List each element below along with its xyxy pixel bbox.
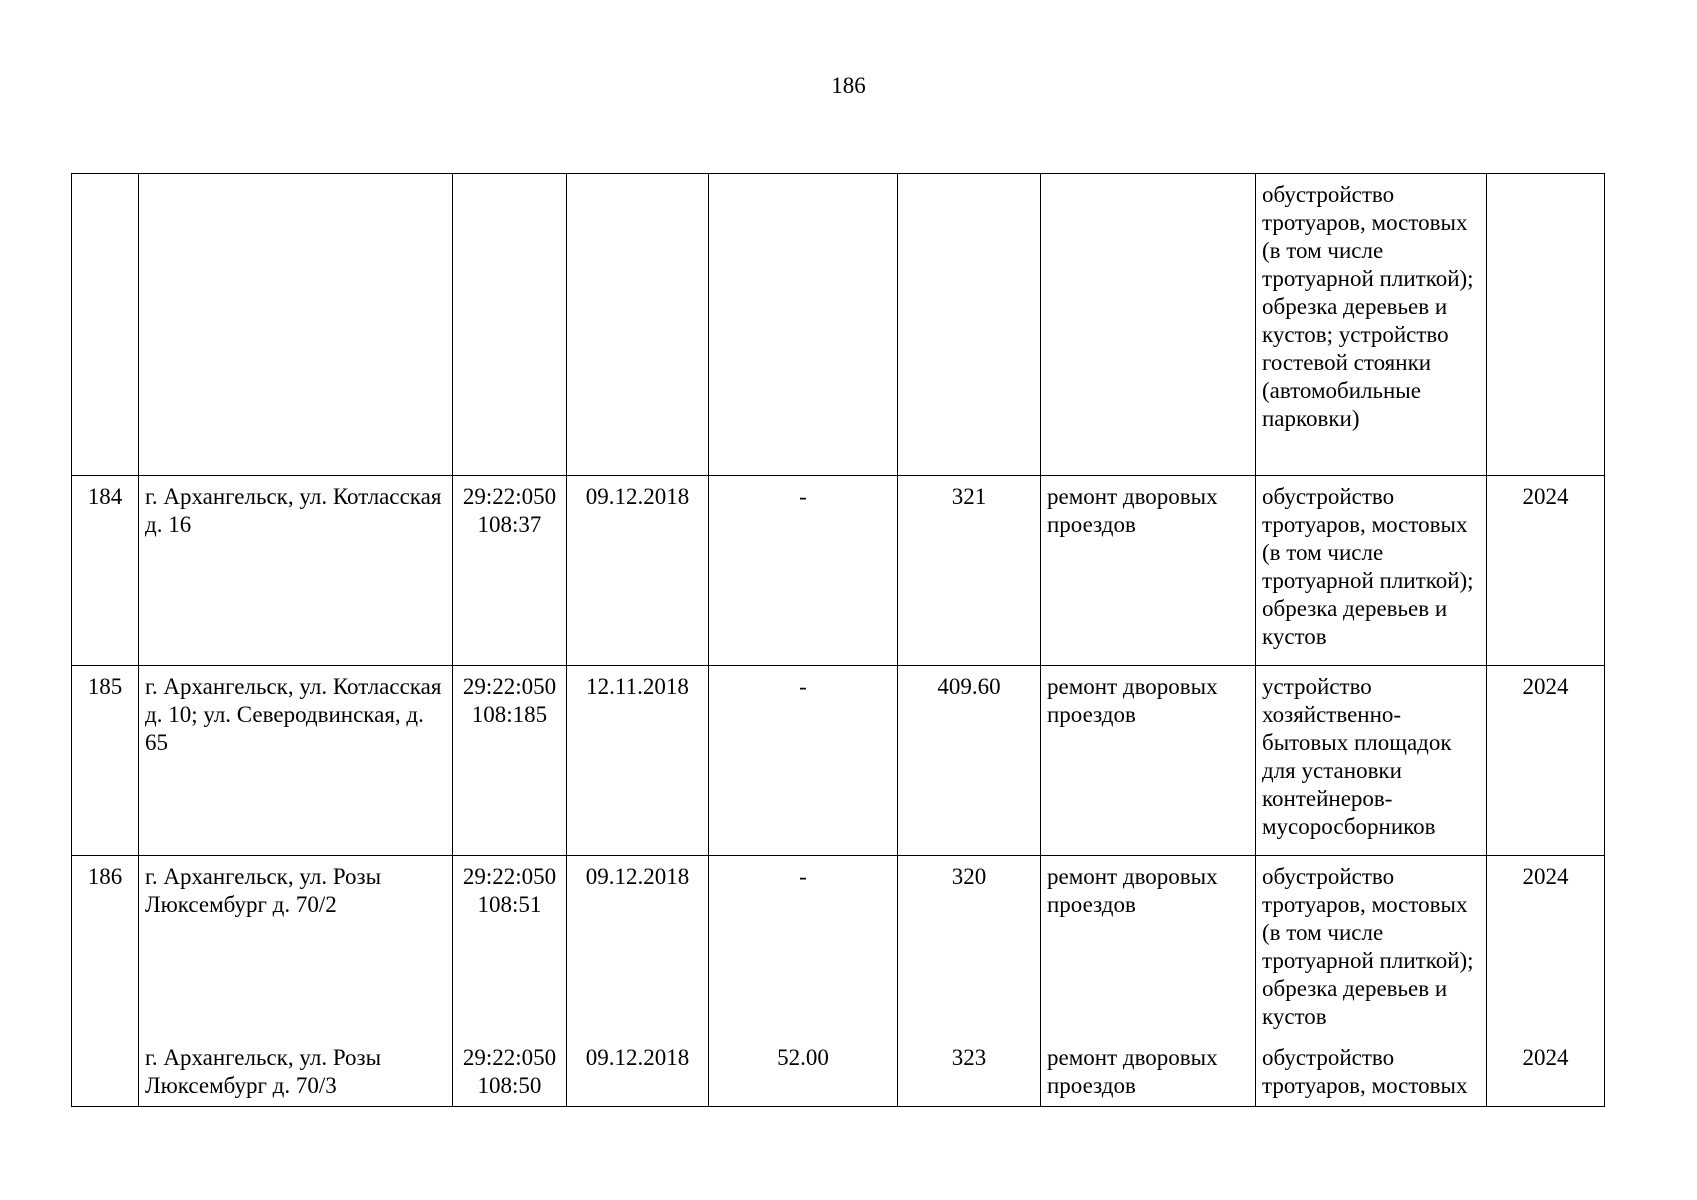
minimum-works-cell: ремонт дворовых проездов <box>1041 666 1256 856</box>
address-cell: г. Архангельск, ул. Котласская д. 10; ул. Северодвинская, д. 65 <box>139 666 453 856</box>
year-cell: 2024 <box>1487 666 1605 856</box>
minimum-works-cell: ремонт дворовых проездов <box>1041 1040 1256 1107</box>
address-cell: г. Архангельск, ул. Розы Люксембург д. 70/2 <box>139 856 453 1041</box>
area-cell: - <box>709 666 898 856</box>
address-cell: г. Архангельск, ул. Розы Люксембург д. 70/3 <box>139 1040 453 1107</box>
area-cell: 321 <box>898 476 1041 666</box>
row-number-cell: 184 <box>72 476 139 666</box>
area-cell: 52.00 <box>709 1040 898 1107</box>
area-cell <box>709 174 898 476</box>
minimum-works-cell: ремонт дворовых проездов <box>1041 856 1256 1041</box>
cadastral-number-cell: 29:22:050 108:51 <box>453 856 567 1041</box>
minimum-works-cell <box>1041 174 1256 476</box>
year-cell: 2024 <box>1487 856 1605 1041</box>
year-cell: 2024 <box>1487 1040 1605 1107</box>
date-cell: 09.12.2018 <box>567 1040 709 1107</box>
year-cell <box>1487 174 1605 476</box>
row-number-cell <box>72 174 139 476</box>
additional-works-cell: обустройство тротуаров, мостовых (в том числе тротуарной плиткой); обрезка деревьев и кустов <box>1256 476 1487 666</box>
page-number: 186 <box>831 73 866 98</box>
address-cell <box>139 174 453 476</box>
area-cell: 320 <box>898 856 1041 1041</box>
cadastral-number-cell <box>453 174 567 476</box>
date-cell: 09.12.2018 <box>567 476 709 666</box>
date-cell: 12.11.2018 <box>567 666 709 856</box>
additional-works-cell: обустройство тротуаров, мостовых <box>1256 1040 1487 1107</box>
area-cell: - <box>709 856 898 1041</box>
date-cell: 09.12.2018 <box>567 856 709 1041</box>
table-row <box>72 174 1605 476</box>
table-row <box>72 476 1605 666</box>
area-cell: - <box>709 476 898 666</box>
year-cell: 2024 <box>1487 476 1605 666</box>
cadastral-number-cell: 29:22:050 108:37 <box>453 476 567 666</box>
area-cell <box>898 174 1041 476</box>
row-number-cell <box>72 1040 139 1107</box>
table-row <box>72 1040 1605 1107</box>
registry-table <box>71 173 1605 1107</box>
row-number-cell: 186 <box>72 856 139 1041</box>
minimum-works-cell: ремонт дворовых проездов <box>1041 476 1256 666</box>
table-row <box>72 666 1605 856</box>
additional-works-cell: устройство хозяйственно-бытовых площадок для установки контейнеров-мусоросборников <box>1256 666 1487 856</box>
date-cell <box>567 174 709 476</box>
additional-works-cell: обустройство тротуаров, мостовых (в том числе тротуарной плиткой); обрезка деревьев и кустов <box>1256 856 1487 1041</box>
cadastral-number-cell: 29:22:050 108:185 <box>453 666 567 856</box>
additional-works-cell: обустройство тротуаров, мостовых (в том числе тротуарной плиткой); обрезка деревьев и кустов; устройство гостевой стоянки (автомобильные парковки) <box>1256 174 1487 476</box>
row-number-cell: 185 <box>72 666 139 856</box>
address-cell: г. Архангельск, ул. Котласская д. 16 <box>139 476 453 666</box>
area-cell: 323 <box>898 1040 1041 1107</box>
area-cell: 409.60 <box>898 666 1041 856</box>
cadastral-number-cell: 29:22:050 108:50 <box>453 1040 567 1107</box>
table-row <box>72 856 1605 1041</box>
